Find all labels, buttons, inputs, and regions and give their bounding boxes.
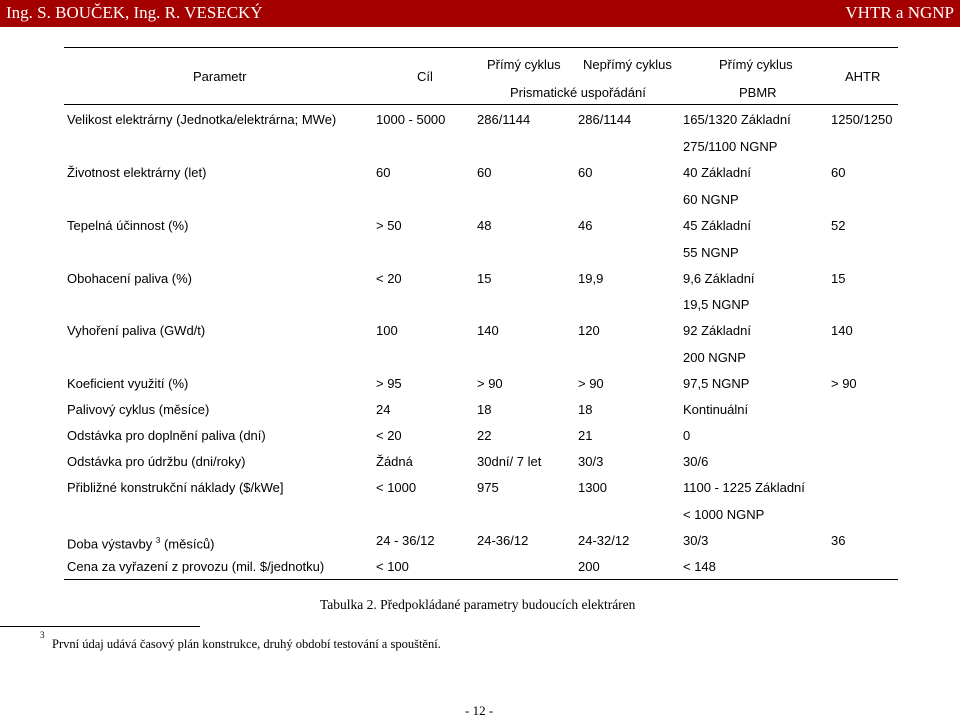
- table-cell: 1300: [578, 480, 607, 495]
- table-cell: 21: [578, 428, 593, 443]
- header-authors: Ing. S. BOUČEK, Ing. R. VESECKÝ: [6, 3, 263, 22]
- table-cell: < 100: [376, 559, 409, 574]
- table-cell: Odstávka pro údržbu (dni/roky): [67, 454, 246, 469]
- table-cell: 18: [578, 402, 593, 417]
- table-cell: 286/1144: [477, 112, 531, 127]
- footnote-separator: [0, 626, 200, 627]
- table-cell: Vyhoření paliva (GWd/t): [67, 323, 206, 338]
- table-cell: 30/6: [683, 454, 709, 469]
- header-neprimy-cyklus: Nepřímý cyklus: [583, 57, 672, 72]
- table-cell: 24: [376, 402, 391, 417]
- table-cell: 40 Základní: [683, 165, 751, 180]
- table-cell: Přibližné konstrukční náklady ($/kWe]: [67, 480, 284, 495]
- table-cell: 975: [477, 480, 499, 495]
- table-cell: 30dní/ 7 let: [477, 454, 542, 469]
- table-cell: 140: [831, 323, 853, 338]
- header-pbmr: PBMR: [739, 85, 777, 100]
- table-cell: 24 - 36/12: [376, 533, 435, 548]
- table-cell: > 90: [578, 376, 604, 391]
- page-number: - 12 -: [465, 703, 494, 718]
- table-cell: 19,9: [578, 271, 604, 286]
- table-cell: 1250/1250: [831, 112, 893, 127]
- table-cell: < 1000 NGNP: [683, 507, 765, 522]
- doba-unit: (měsíců): [160, 536, 215, 552]
- table-cell: 140: [477, 323, 499, 338]
- table-top-rule: [64, 47, 898, 48]
- header-ahtr: AHTR: [845, 69, 881, 84]
- table-cell: Palivový cyklus (měsíce): [67, 402, 210, 417]
- table-cell: 60: [831, 165, 846, 180]
- doba-label: Doba výstavby: [67, 536, 153, 552]
- header-primy-cyklus: Přímý cyklus: [487, 57, 561, 72]
- table-cell: < 1000: [376, 480, 417, 495]
- table-cell: 97,5 NGNP: [683, 376, 750, 391]
- header-prismaticke: Prismatické uspořádání: [510, 85, 646, 100]
- footnote-mark: 3: [40, 630, 45, 640]
- table-cell: 45 Základní: [683, 218, 751, 233]
- table-cell: 92 Základní: [683, 323, 751, 338]
- table-cell: 18: [477, 402, 492, 417]
- table-cell: 52: [831, 218, 846, 233]
- table-cell: 36: [831, 533, 846, 548]
- header-title: VHTR a NGNP: [845, 3, 954, 22]
- table-cell: 0: [683, 428, 691, 443]
- table-cell: 60: [376, 165, 391, 180]
- header-cil: Cíl: [417, 69, 433, 84]
- table-cell: 1000 - 5000: [376, 112, 446, 127]
- table-cell: 1100 - 1225 Základní: [683, 480, 805, 495]
- table-cell: 30/3: [578, 454, 604, 469]
- table-cell: Koeficient využití (%): [67, 376, 189, 391]
- table-header-rule: [64, 104, 898, 105]
- header-parametr: Parametr: [193, 69, 247, 84]
- table-cell: 200 NGNP: [683, 350, 746, 365]
- table-cell: > 50: [376, 218, 402, 233]
- table-cell: 46: [578, 218, 593, 233]
- table-cell: 60 NGNP: [683, 192, 739, 207]
- table-cell: Žádná: [376, 454, 413, 469]
- header-primy-cyklus-2: Přímý cyklus: [719, 57, 793, 72]
- table-cell: 9,6 Základní: [683, 271, 755, 286]
- footnote-text: První údaj udává časový plán konstrukce, druhý období testování a spouštění.: [52, 637, 441, 651]
- table-cell: < 20: [376, 428, 402, 443]
- table-cell: 19,5 NGNP: [683, 297, 750, 312]
- table-cell: < 20: [376, 271, 402, 286]
- table-cell: 275/1100 NGNP: [683, 139, 778, 154]
- table-cell: 24-32/12: [578, 533, 630, 548]
- table-caption: Tabulka 2. Předpokládané parametry budoucích elektráren: [320, 597, 636, 612]
- table-cell: 200: [578, 559, 600, 574]
- table-cell: 55 NGNP: [683, 245, 739, 260]
- table-cell: Životnost elektrárny (let): [67, 165, 207, 180]
- table-cell: 22: [477, 428, 492, 443]
- table-cell: > 90: [477, 376, 503, 391]
- table-cell: > 95: [376, 376, 402, 391]
- table-cell: 60: [477, 165, 492, 180]
- table-cell: > 90: [831, 376, 857, 391]
- table-cell: 30/3: [683, 533, 709, 548]
- table-cell: 48: [477, 218, 492, 233]
- table-cell: 15: [831, 271, 846, 286]
- table-cell: Velikost elektrárny (Jednotka/elektrárna; MWe): [67, 112, 337, 127]
- table-cell: 24-36/12: [477, 533, 529, 548]
- table-cell: 60: [578, 165, 593, 180]
- table-cell: 120: [578, 323, 600, 338]
- table-cell: Odstávka pro doplnění paliva (dní): [67, 428, 266, 443]
- table-cell: 15: [477, 271, 492, 286]
- table-cell: Kontinuální: [683, 402, 749, 417]
- table-cell: Cena za vyřazení z provozu (mil. $/jednotku): [67, 559, 325, 574]
- table-cell: Obohacení paliva (%): [67, 271, 193, 286]
- table-cell: Tepelná účinnost (%): [67, 218, 189, 233]
- table-cell: < 148: [683, 559, 716, 574]
- table-bottom-rule: [64, 579, 898, 580]
- document-header: [0, 0, 960, 27]
- table-cell: 286/1144: [578, 112, 632, 127]
- footnote-ref: 3: [155, 536, 161, 545]
- table-cell: 100: [376, 323, 398, 338]
- table-cell: 165/1320 Základní: [683, 112, 791, 127]
- table-cell: [67, 533, 215, 551]
